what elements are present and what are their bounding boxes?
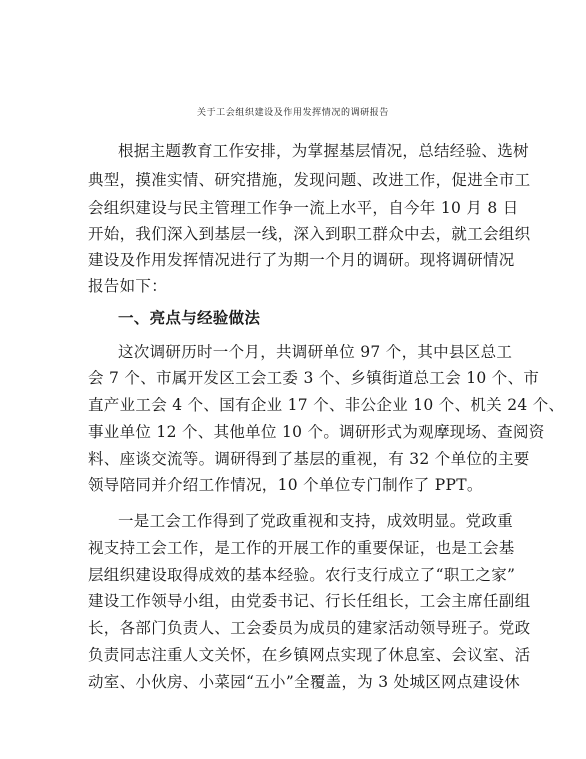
paragraph-line: 典型，摸准实情、研究措施，发现问题、改进工作，促进全市工 — [88, 171, 531, 189]
paragraph-line: 报告如下： — [88, 277, 168, 295]
paragraph-line: 长，各部门负责人、工会委员为成员的建家活动领导班子。党政 — [88, 619, 531, 637]
paragraph-line: 会组织建设与民主管理工作争一流上水平，自今年 10 月 8 日 — [88, 199, 519, 217]
paragraph-line: 会 7 个、市属开发区工会工委 3 个、乡镇街道总工会 10 个、市 — [88, 369, 540, 387]
paragraph-line: 这次调研历时一个月，共调研单位 97 个，其中县区总工 — [118, 343, 513, 361]
document-title: 关于工会组织建设及作用发挥情况的调研报告 — [196, 108, 389, 118]
paragraph-line: 建设工作领导小组，由党委书记、行长任组长，工会主席任副组 — [88, 592, 531, 610]
paragraph-line: 一是工会工作得到了党政重视和支持，成效明显。党政重 — [118, 512, 514, 530]
paragraph-line: 建设及作用发挥情况进行了为期一个月的调研。现将调研情况 — [88, 251, 515, 269]
paragraph-line: 根据主题教育工作安排，为掌握基层情况，总结经验、选树 — [118, 142, 529, 160]
paragraph-line: 领导陪同并介绍工作情况，10 个单位专门制作了 PPT。 — [88, 476, 483, 494]
paragraph-line: 事业单位 12 个、其他单位 10 个。调研形式为观摩现场、查阅资 — [88, 423, 545, 441]
paragraph-line: 开始，我们深入到基层一线，深入到职工群众中去，就工会组织 — [88, 225, 531, 243]
paragraph-line: 负责同志注重人文关怀，在乡镇网点实现了休息室、会议室、活 — [88, 646, 531, 664]
paragraph-line: 视支持工会工作，是工作的开展工作的重要保证，也是工会基 — [88, 539, 515, 557]
paragraph-line: 层组织建设取得成效的基本经验。农行支行成立了“职工之家” — [88, 566, 516, 584]
paragraph-line: 动室、小伙房、小菜园“五小”全覆盖，为 3 处城区网点建设休 — [88, 673, 521, 691]
section-heading: 一、亮点与经验做法 — [118, 308, 261, 327]
paragraph-line: 直产业工会 4 个、国有企业 17 个、非公企业 10 个、机关 24 个、 — [88, 396, 565, 414]
paragraph-line: 料、座谈交流等。调研得到了基层的重视，有 32 个单位的主要 — [88, 450, 530, 468]
